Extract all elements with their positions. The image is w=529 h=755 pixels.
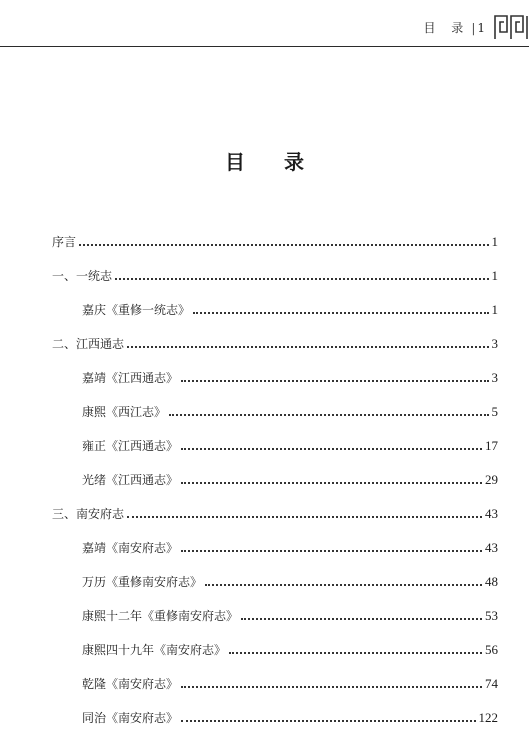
toc-entry[interactable] [52,334,498,354]
toc-entry-page: 74 [485,676,498,691]
toc-leader-dots [115,268,488,280]
page-number: 1 [477,20,485,35]
toc-entry-title: 嘉庆《重修一统志》 [82,303,191,317]
toc-entry-page: 56 [485,642,498,657]
toc-entry-page: 29 [485,472,498,487]
toc-entry-title: 万历《重修南安府志》 [82,575,203,589]
toc-entry-page: 43 [485,506,498,521]
toc-leader-dots [205,574,482,586]
toc-entry-page: 17 [485,438,498,453]
fret-pattern-ornament-icon [493,12,529,42]
toc-entry-page: 1 [491,302,498,317]
toc-entry-title: 嘉靖《江西通志》 [82,371,179,385]
running-head-separator: | [471,20,476,35]
toc-entry-page: 48 [485,574,498,589]
toc-entry[interactable] [82,368,498,388]
toc-leader-dots [127,506,482,518]
toc-entry-title: 康熙《西江志》 [82,405,167,419]
toc-entry[interactable] [82,436,498,456]
toc-entry-title: 雍正《江西通志》 [82,439,179,453]
toc-entry-page: 1 [491,234,498,249]
toc-entry-title: 序言 [52,235,77,249]
toc-entry-page: 122 [478,710,498,725]
toc-entry-title: 同治《南安府志》 [82,711,179,725]
toc-entry[interactable] [52,232,498,252]
toc-entry-page: 3 [491,336,498,351]
toc-entry-title: 康熙十二年《重修南安府志》 [82,609,239,623]
header-rule [0,46,529,47]
toc-entry-title: 二、江西通志 [52,337,125,351]
toc-leader-dots [127,336,488,348]
toc-entry-title: 一、一统志 [52,269,113,283]
toc-entry[interactable] [82,300,498,320]
toc-entry-page: 5 [491,404,498,419]
toc-entry-title: 乾隆《南安府志》 [82,677,179,691]
toc-entry-title: 三、南安府志 [52,507,125,521]
toc-entry[interactable] [82,674,498,694]
toc-entry[interactable] [82,640,498,660]
toc-leader-dots [181,438,482,450]
toc-entry-title: 嘉靖《南安府志》 [82,541,179,555]
toc-entry-page: 3 [491,370,498,385]
toc-entry[interactable] [82,402,498,422]
toc-entry[interactable] [52,266,498,286]
page-title: 目 录 [225,150,320,174]
toc-leader-dots [181,540,482,552]
toc-leader-dots [79,234,488,246]
toc-entry[interactable] [82,538,498,558]
toc-leader-dots [241,608,482,620]
toc-entry[interactable] [82,606,498,626]
toc-entry[interactable] [82,470,498,490]
toc-leader-dots [181,472,482,484]
toc-entry-page: 1 [491,268,498,283]
toc-entry-title: 康熙四十九年《南安府志》 [82,643,227,657]
toc-entry-page: 53 [485,608,498,623]
toc-entry[interactable] [52,504,498,524]
toc-entry-page: 43 [485,540,498,555]
toc-entry-title: 光绪《江西通志》 [82,473,179,487]
running-title: 目 录 [423,21,470,35]
toc-entry[interactable] [82,708,498,728]
toc-leader-dots [181,370,488,382]
toc-entry[interactable] [82,572,498,592]
toc-leader-dots [229,642,482,654]
toc-leader-dots [193,302,488,314]
toc-leader-dots [181,710,475,722]
toc-leader-dots [181,676,482,688]
running-head [423,19,485,36]
toc-leader-dots [169,404,488,416]
